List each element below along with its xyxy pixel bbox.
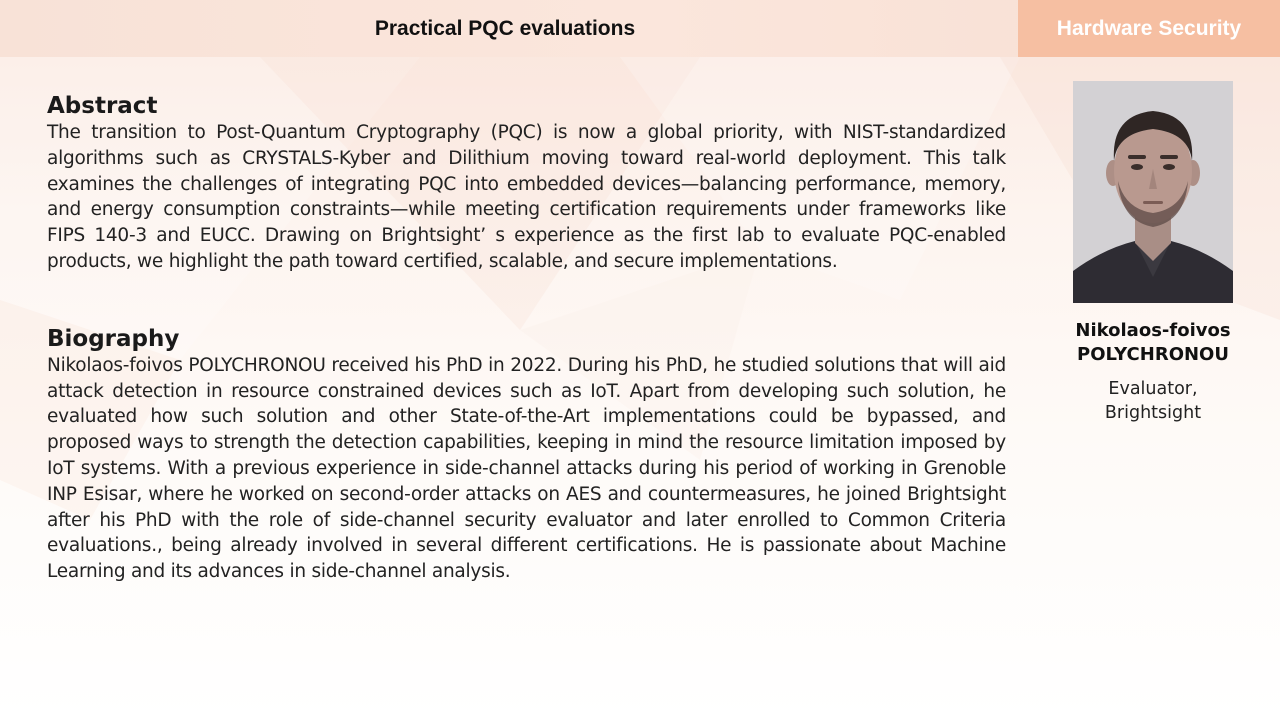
main-content [47, 92, 1006, 585]
speaker-first-name: Nikolaos-foivos [1075, 320, 1231, 341]
header-bar [0, 0, 1280, 57]
speaker-name [1040, 319, 1266, 367]
page-title: Practical PQC evaluations [374, 17, 636, 40]
biography-heading: Biography [47, 325, 180, 352]
speaker-role: Evaluator, [1108, 379, 1198, 399]
speaker-portrait-image [1073, 81, 1233, 303]
speaker-last-name: POLYCHRONOU [1077, 344, 1229, 365]
abstract-text: The transition to Post-Quantum Cryptography (PQC) is now a global priority, with NIST-standardized algorithms such as CRYSTALS-Kyber and Dilithium moving toward real-world deployment. This talk examines the challenges of integrating PQC into embedded devices—balancing performance, memory, and energy consumption constraints—while meeting certification requirements under frameworks like FIPS 140-3 and EUCC. Drawing on Brightsight’ s experience as the first lab to evaluate PQC-enabled products, we highlight the path toward certified, scalable, and secure implementations. [47, 122, 1006, 272]
abstract-section [47, 92, 1006, 275]
speaker-organization: Brightsight [1104, 403, 1202, 423]
abstract-heading: Abstract [47, 93, 158, 119]
biography-section [47, 325, 1006, 585]
speaker-affiliation [1040, 377, 1266, 425]
biography-text: Nikolaos-foivos POLYCHRONOU received his PhD in 2022. During his PhD, he studied solutions that will aid attack detection in resource constrained devices such as IoT. Apart from developing such solution, he evaluated how such solution and other State-of-the-Art implementations could be bypassed, and proposed ways to strength the detection capabilities, keeping in mind the resource limitation imposed by IoT systems. With a previous experience in side-channel attacks during his period of working in Grenoble INP Esisar, where he worked on second-order attacks on AES and countermeasures, he joined Brightsight after his PhD with the role of side-channel security evaluator and later enrolled to Common Criteria evaluations., being already involved in several different certifications. He is passionate about Machine Learning and its advances in side-channel analysis. [47, 354, 1006, 583]
speaker-photo [1073, 81, 1233, 303]
category-badge: Hardware Security [1018, 0, 1280, 57]
